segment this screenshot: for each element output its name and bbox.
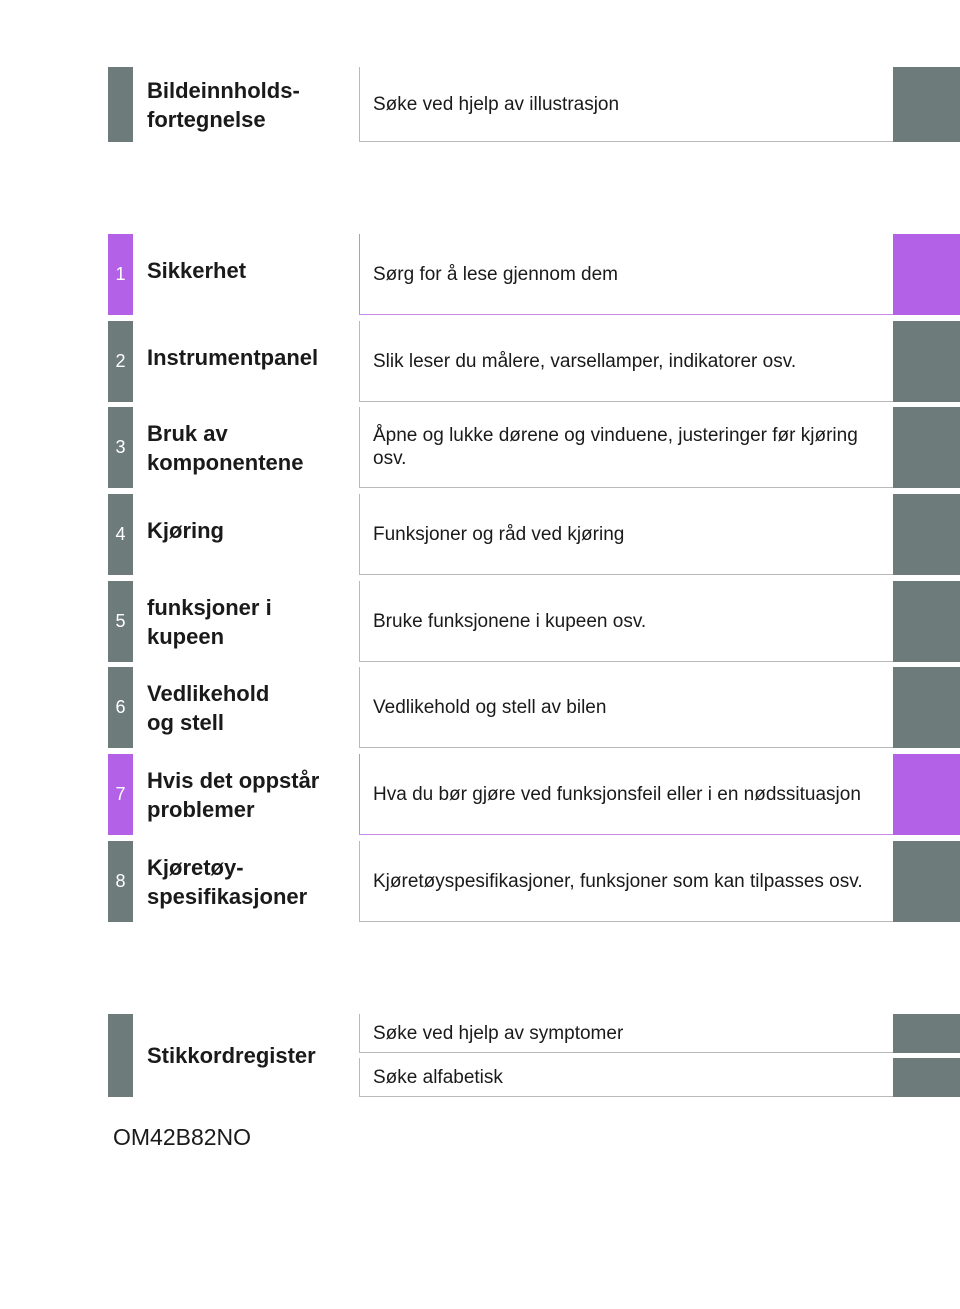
chapter-row-7[interactable] <box>108 754 960 835</box>
image-index-marker <box>108 67 133 142</box>
chapter-title: Vedlikehold og stell <box>147 680 270 735</box>
chapter-row-8[interactable] <box>108 841 960 922</box>
chapter-description: Bruke funksjonene i kupeen osv. <box>359 581 893 662</box>
chapter-tab-1[interactable] <box>893 234 960 315</box>
chapter-number: 1 <box>108 234 133 315</box>
chapter-description: Vedlikehold og stell av bilen <box>359 667 893 748</box>
image-index-row[interactable] <box>108 67 960 142</box>
chapter-tab-8[interactable] <box>893 841 960 922</box>
chapter-tab-6[interactable] <box>893 667 960 748</box>
chapter-description: Sørg for å lese gjennom dem <box>359 234 893 315</box>
index-row <box>108 1014 960 1097</box>
index-tab-alphabetical[interactable] <box>893 1058 960 1097</box>
chapter-description: Slik leser du målere, varsellamper, indikatorer osv. <box>359 321 893 402</box>
chapter-tab-4[interactable] <box>893 494 960 575</box>
chapter-number: 8 <box>108 841 133 922</box>
document-code: OM42B82NO <box>113 1124 252 1150</box>
chapter-description: Åpne og lukke dørene og vinduene, justeringer før kjøring osv. <box>359 407 893 488</box>
chapter-row-6[interactable] <box>108 667 960 748</box>
chapter-tab-7[interactable] <box>893 754 960 835</box>
chapter-title: Hvis det oppstår problemer <box>147 767 320 822</box>
chapter-title: Sikkerhet <box>147 258 247 283</box>
index-entry-symptoms[interactable] <box>359 1014 960 1053</box>
chapter-number: 3 <box>108 407 133 488</box>
chapter-description: Kjøretøyspesifikasjoner, funksjoner som kan tilpasses osv. <box>359 841 893 922</box>
chapter-number: 2 <box>108 321 133 402</box>
chapter-title: Bruk av komponentene <box>147 420 304 475</box>
chapter-tab-3[interactable] <box>893 407 960 488</box>
index-title: Stikkordregister <box>147 1043 316 1068</box>
image-index-description: Søke ved hjelp av illustrasjon <box>359 67 893 142</box>
index-entry-alphabetical[interactable] <box>359 1058 960 1097</box>
chapter-title: Instrumentpanel <box>147 345 319 370</box>
index-entry-label: Søke alfabetisk <box>359 1058 893 1097</box>
chapter-row-4[interactable] <box>108 494 960 575</box>
chapter-number: 4 <box>108 494 133 575</box>
chapter-title: Kjøretøy- spesifikasjoner <box>147 854 308 909</box>
index-marker <box>108 1014 133 1097</box>
chapter-row-2[interactable] <box>108 321 960 402</box>
image-index-title: Bildeinnholds- fortegnelse <box>147 77 300 132</box>
chapter-row-1[interactable] <box>108 234 960 315</box>
chapter-row-5[interactable] <box>108 581 960 662</box>
index-tab-symptoms[interactable] <box>893 1014 960 1053</box>
chapter-number: 6 <box>108 667 133 748</box>
chapter-title: Kjøring <box>147 518 224 543</box>
chapter-row-3[interactable] <box>108 407 960 488</box>
chapter-title: funksjoner i kupeen <box>147 594 272 649</box>
image-index-tab[interactable] <box>893 67 960 142</box>
chapter-number: 5 <box>108 581 133 662</box>
index-entry-label: Søke ved hjelp av symptomer <box>359 1014 893 1053</box>
chapter-number: 7 <box>108 754 133 835</box>
chapter-description: Hva du bør gjøre ved funksjonsfeil eller i en nødssituasjon <box>359 754 893 835</box>
chapter-tab-5[interactable] <box>893 581 960 662</box>
chapter-tab-2[interactable] <box>893 321 960 402</box>
chapter-description: Funksjoner og råd ved kjøring <box>359 494 893 575</box>
